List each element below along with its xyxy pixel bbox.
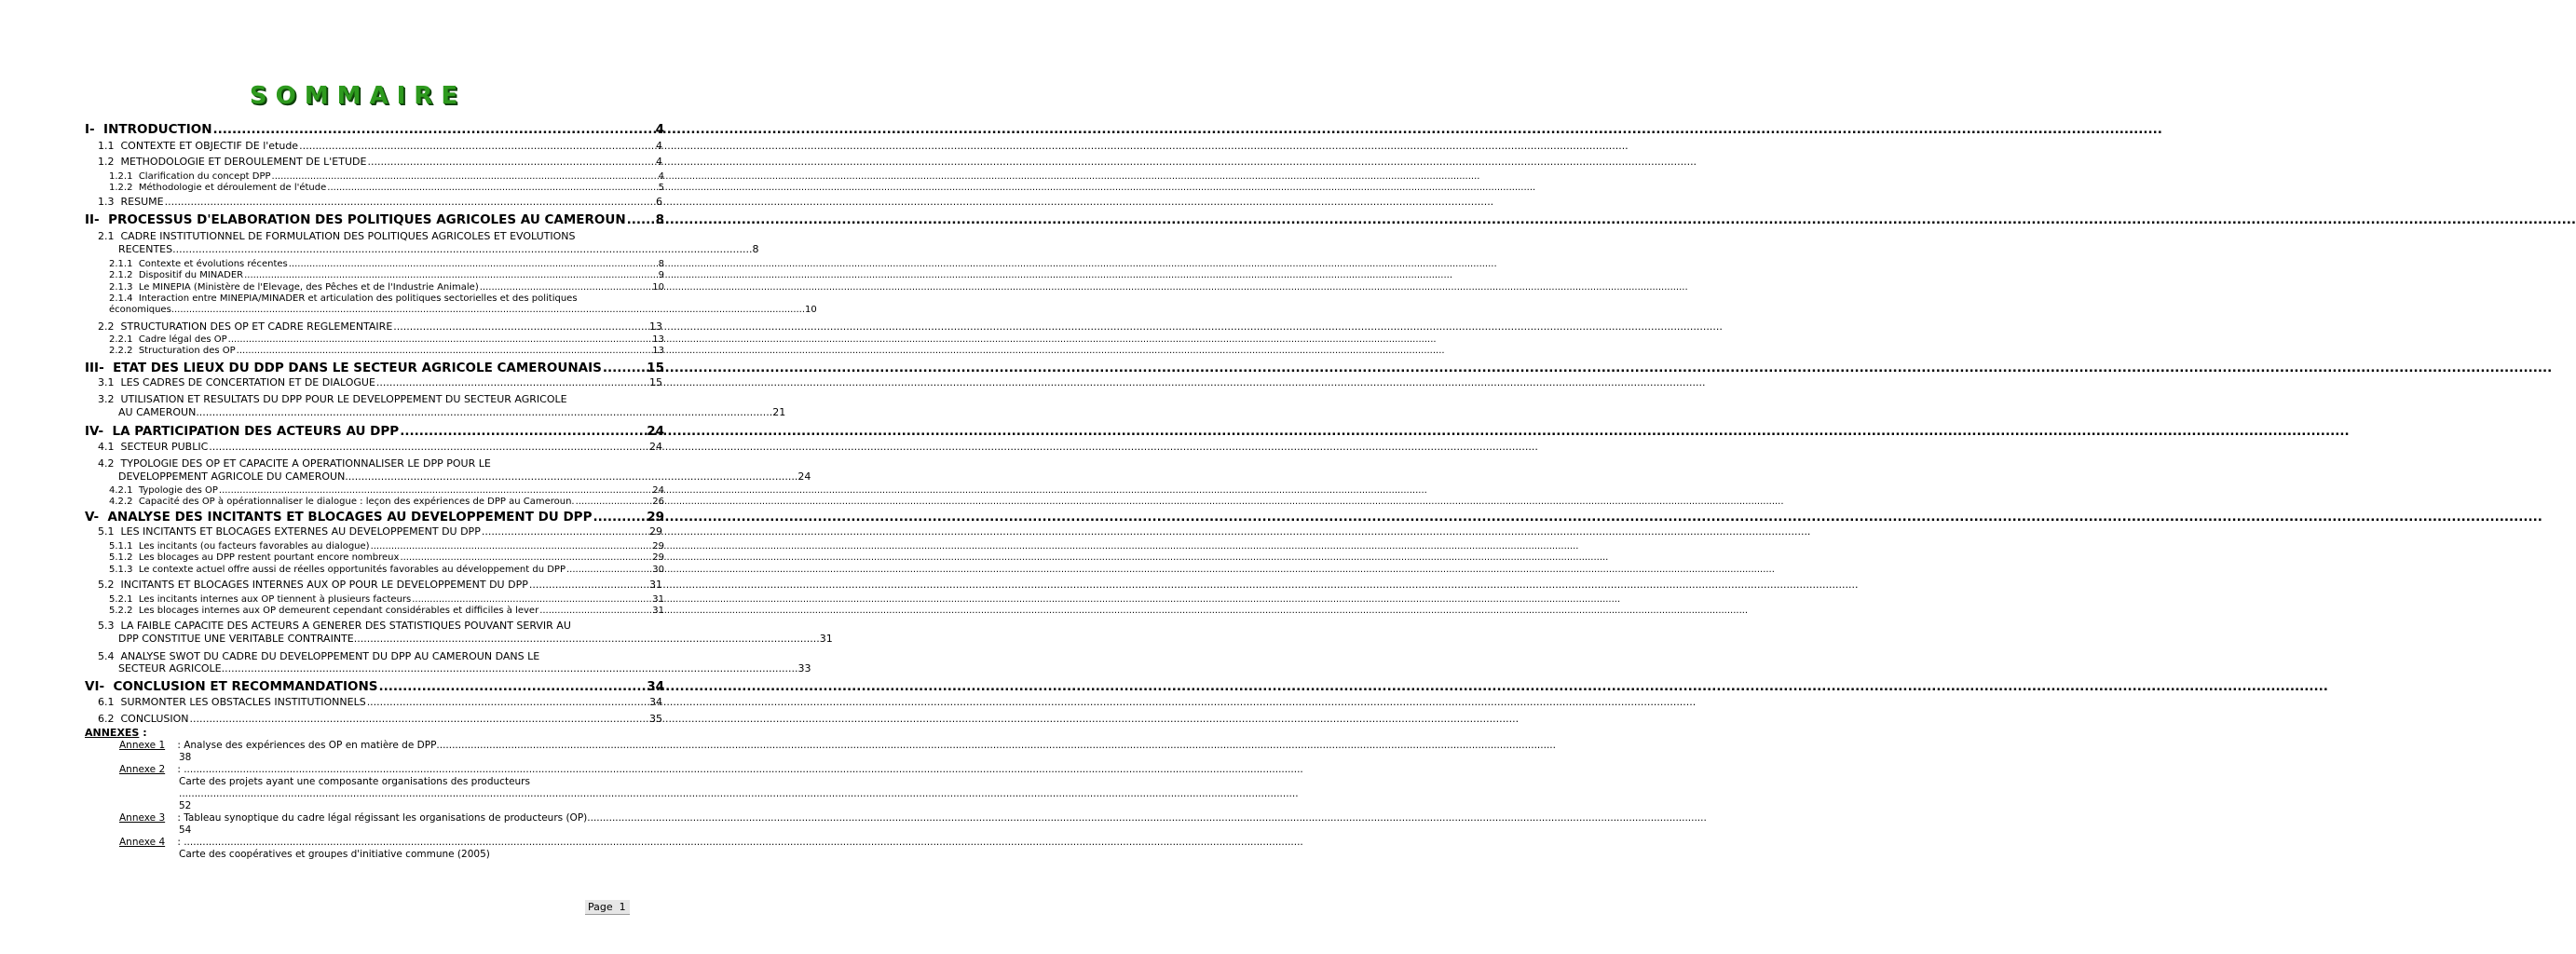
toc-leader: [219, 485, 651, 496]
toc-number: 5.1.1: [109, 541, 133, 552]
toc-page: 4: [655, 122, 664, 137]
toc-leader: [184, 837, 1303, 849]
toc-leader: [367, 156, 655, 168]
toc-text: CONCLUSION ET RECOMMANDATIONS: [113, 679, 378, 694]
annexe-2-label[interactable]: Annexe 2: [119, 764, 166, 775]
toc-page: 29: [652, 552, 664, 563]
toc-number: 1.2.2: [109, 183, 133, 193]
annexe-2-leader-row-2: [179, 788, 665, 800]
toc-number: 5.2: [98, 579, 115, 591]
toc-page: 15: [647, 361, 664, 375]
annexes-heading-colon: :: [139, 727, 147, 739]
toc-leader: ...........................................................................................................................................: [345, 470, 798, 483]
toc-page: 4: [658, 171, 664, 182]
toc-text: Méthodologie et déroulement de l'étude: [138, 183, 327, 193]
toc-text: Les blocages internes aux OP demeurent cependant considérables et difficiles à lever: [138, 606, 539, 616]
annexe-text: Tableau synoptique du cadre légal régissant les organisations de producteurs (OP): [184, 812, 588, 824]
toc-page: 30: [652, 565, 664, 575]
toc-entry-2-1-cont[interactable]: [118, 243, 759, 256]
annexe-1-page: 38: [179, 752, 192, 763]
toc-entry-1-2-1[interactable]: [109, 170, 664, 182]
toc-entry-etat-des-lieux[interactable]: [85, 360, 664, 375]
toc-leader: [587, 812, 1707, 825]
toc-entry-5-3[interactable]: [98, 619, 662, 632]
toc-number: II-: [85, 212, 100, 227]
toc-leader: [165, 196, 655, 208]
toc-leader: [627, 212, 655, 227]
annexe-4-label[interactable]: Annexe 4: [119, 837, 166, 848]
toc-entry-2-1[interactable]: [98, 229, 662, 242]
toc-text: Les incitants internes aux OP tiennent à plusieurs facteurs: [138, 594, 412, 605]
toc-entry-5-2-2[interactable]: [109, 605, 664, 616]
toc-number: 6.1: [98, 696, 115, 708]
toc-text: TYPOLOGIE DES OP ET CAPACITE A OPERATIONNALISER LE DPP POUR LE: [120, 457, 491, 470]
toc-text: SURMONTER LES OBSTACLES INSTITUTIONNELS: [120, 696, 366, 708]
toc-text: UTILISATION ET RESULTATS DU DPP POUR LE DEVELOPPEMENT DU SECTEUR AGRICOLE: [120, 393, 567, 405]
toc-leader: [412, 594, 651, 605]
toc-page: 10: [652, 282, 664, 293]
toc-text: RECENTES: [118, 243, 173, 255]
toc-text: Dispositif du MINADER: [138, 270, 244, 280]
page-label: Page: [588, 901, 613, 913]
toc-number: IV-: [85, 424, 104, 439]
toc-leader: [228, 334, 652, 345]
toc-leader: [393, 320, 648, 333]
toc-number: 5.1.3: [109, 565, 133, 575]
toc-entry-1-2-2[interactable]: [109, 182, 664, 193]
toc-entry-4-2-1[interactable]: [109, 484, 664, 496]
annexe-3-label[interactable]: Annexe 3: [119, 812, 166, 824]
toc-number: 1.2.1: [109, 171, 133, 182]
annexe-3-page: 54: [179, 825, 192, 836]
toc-entry-2-1-4-cont[interactable]: [109, 305, 817, 316]
toc-entry-5-4-cont[interactable]: [118, 662, 811, 675]
toc-page: 13: [652, 346, 664, 356]
toc-number: 2.1.4: [109, 293, 133, 304]
toc-page: 31: [819, 633, 833, 645]
toc-text: STRUCTURATION DES OP ET CADRE REGLEMENTAIRE: [120, 320, 393, 333]
toc-number: 5.2.1: [109, 594, 133, 605]
toc-page: 21: [772, 406, 786, 418]
toc-entry-2-1-2[interactable]: [109, 269, 664, 280]
toc-entry-3-1[interactable]: [98, 375, 662, 388]
toc-page: 24: [647, 424, 664, 439]
toc-entry-participation[interactable]: [85, 423, 664, 439]
toc-leader: [190, 713, 649, 725]
toc-text: CADRE INSTITUTIONNEL DE FORMULATION DES POLITIQUES AGRICOLES ET EVOLUTIONS: [120, 230, 576, 242]
toc-entry-5-1[interactable]: [98, 525, 662, 538]
toc-leader: [593, 510, 646, 525]
annexe-4-leader-row[interactable]: [174, 837, 665, 849]
annexes-heading: [85, 727, 147, 739]
toc-entry-3-2-cont[interactable]: [118, 406, 786, 419]
toc-entry-5-3-cont[interactable]: [118, 633, 833, 646]
toc-page: 24: [649, 441, 662, 453]
toc-entry-6-1[interactable]: [98, 695, 662, 708]
toc-entry-analyse-incitants[interactable]: [85, 509, 664, 525]
toc-text: AU CAMEROUN: [118, 406, 197, 418]
toc-number: 5.3: [98, 620, 115, 632]
toc-number: 2.1: [98, 230, 115, 242]
toc-text: Contexte et évolutions récentes: [138, 259, 288, 269]
toc-entry-1-2[interactable]: [98, 155, 662, 168]
page-number-footer: [585, 900, 630, 915]
toc-page: 29: [652, 541, 664, 552]
toc-text: DEVELOPPEMENT AGRICOLE DU CAMEROUN: [118, 470, 346, 483]
toc-page: 29: [649, 525, 662, 538]
toc-leader: [539, 606, 651, 616]
toc-leader: [378, 679, 646, 694]
toc-leader: [529, 579, 648, 591]
toc-text: CONTEXTE ET OBJECTIF DE l'etude: [120, 140, 299, 152]
toc-entry-processus[interactable]: [85, 211, 664, 227]
toc-text: SECTEUR AGRICOLE: [118, 662, 222, 675]
toc-leader: [367, 696, 648, 708]
toc-text: Le contexte actuel offre aussi de réelles opportunités favorables au développement du DPP: [138, 565, 566, 575]
toc-entry-3-2[interactable]: [98, 392, 662, 405]
toc-entry-5-2-1[interactable]: [109, 593, 664, 605]
toc-number: 5.1: [98, 525, 115, 538]
toc-page: 6: [656, 196, 662, 208]
toc-leader: [436, 740, 1556, 752]
toc-entry-2-1-1[interactable]: [109, 258, 664, 269]
toc-leader: [209, 441, 648, 453]
toc-text: LA FAIBLE CAPACITE DES ACTEURS A GENERER DES STATISTIQUES POUVANT SERVIR AU: [120, 620, 571, 632]
toc-text: LA PARTICIPATION DES ACTEURS AU DPP: [112, 424, 400, 439]
toc-page: 24: [652, 485, 664, 496]
annexe-2-text: Carte des projets ayant une composante organisations des producteurs: [179, 776, 530, 787]
toc-page: 8: [655, 212, 664, 227]
toc-text: INCITANTS ET BLOCAGES INTERNES AUX OP POUR LE DEVELOPPEMENT DU DPP: [120, 579, 528, 591]
toc-text: Structuration des OP: [138, 346, 236, 356]
toc-page: 10: [805, 305, 817, 315]
toc-number: 3.1: [98, 376, 115, 388]
toc-entry-5-2[interactable]: [98, 578, 662, 591]
annexe-3-entry[interactable]: [174, 812, 665, 825]
toc-leader: [400, 552, 651, 563]
toc-leader: [289, 259, 658, 269]
toc-text: CONCLUSION: [120, 713, 189, 725]
toc-text: Capacité des OP à opérationnaliser le dialogue : leçon des expériences de DPP au Cameroun.: [138, 497, 575, 507]
toc-entry-4-2-2[interactable]: [109, 496, 664, 507]
toc-number: 4.2.1: [109, 485, 133, 496]
toc-text: ETAT DES LIEUX DU DDP DANS LE SECTEUR AGRICOLE CAMEROUNAIS: [113, 361, 602, 375]
toc-leader: [400, 424, 646, 439]
toc-number: 6.2: [98, 713, 115, 725]
toc-page: 24: [797, 470, 811, 483]
toc-text: Le MINEPIA (Ministère de l'Elevage, des Pêches et de l'Industrie Animale): [138, 282, 479, 293]
annexe-2-page: 52: [179, 800, 192, 811]
toc-entry-4-2[interactable]: [98, 457, 662, 470]
toc-text: Interaction entre MINEPIA/MINADER et articulation des politiques sectorielles et des politiques: [138, 293, 578, 304]
toc-text: INTRODUCTION: [103, 122, 212, 137]
toc-page: 26: [652, 497, 664, 507]
annexe-4-text: Carte des coopératives et groupes d'initiative commune (2005): [179, 849, 490, 860]
toc-text: LES CADRES DE CONCERTATION ET DE DIALOGUE: [120, 376, 375, 388]
toc-text: RESUME: [120, 196, 164, 208]
toc-text: ANALYSE SWOT DU CADRE DU DEVELOPPEMENT DU DPP AU CAMEROUN DANS LE: [120, 650, 540, 662]
toc-leader: [482, 525, 648, 538]
toc-number: I-: [85, 122, 95, 137]
toc-leader: [371, 541, 652, 552]
toc-number: 4.2.2: [109, 497, 133, 507]
toc-page: 31: [649, 579, 662, 591]
toc-text: Les blocages au DPP restent pourtant encore nombreux: [138, 552, 400, 563]
toc-text: Typologie des OP: [138, 485, 218, 496]
toc-number: VI-: [85, 679, 105, 694]
toc-page: 31: [652, 606, 664, 616]
toc-text: Clarification du concept DPP: [138, 171, 271, 182]
toc-number: 2.2.2: [109, 346, 133, 356]
page-number: 1: [619, 901, 626, 913]
toc-page: 29: [647, 510, 664, 525]
toc-page: 8: [658, 259, 664, 269]
toc-number: III-: [85, 361, 104, 375]
toc-entry-conclusion[interactable]: [85, 678, 664, 694]
toc-entry-2-1-3[interactable]: [109, 281, 664, 293]
toc-number: 1.3: [98, 196, 115, 208]
toc-leader: [237, 346, 652, 356]
annexe-separator: :: [174, 740, 184, 751]
toc-number: 5.4: [98, 650, 115, 662]
toc-number: 3.2: [98, 393, 115, 405]
toc-leader: ...............................................................................................................................................: [353, 633, 820, 645]
toc-entry-2-2-2[interactable]: [109, 345, 664, 356]
toc-leader: .................................................................................................................................................................................: [221, 662, 798, 675]
toc-text: DPP CONSTITUE UNE VERITABLE CONTRAINTE: [118, 633, 354, 645]
toc-number: 4.1: [98, 441, 115, 453]
toc-entry-6-2[interactable]: [98, 712, 662, 725]
toc-entry-2-2[interactable]: [98, 320, 662, 333]
toc-leader: [566, 565, 651, 575]
toc-page: 35: [649, 713, 662, 725]
toc-entry-5-1-2[interactable]: [109, 552, 664, 563]
toc-leader: .................................................................................................................................................................................: [196, 406, 773, 418]
toc-leader: [244, 270, 658, 280]
toc-text: Cadre légal des OP: [138, 334, 227, 345]
toc-page: 34: [649, 696, 662, 708]
toc-page: 13: [652, 334, 664, 345]
toc-page: 4: [656, 140, 662, 152]
toc-text: Les incitants (ou facteurs favorables au dialogue): [138, 541, 370, 552]
toc-entry-5-1-3[interactable]: [109, 564, 664, 575]
toc-number: 2.1.2: [109, 270, 133, 280]
annexe-1-entry[interactable]: [174, 740, 665, 752]
annexe-separator: :: [174, 837, 184, 848]
annexe-text: Analyse des expériences des OP en matière de DPP: [184, 740, 437, 751]
toc-number: V-: [85, 510, 100, 525]
toc-number: 1.1: [98, 140, 115, 152]
toc-page: 15: [649, 376, 662, 388]
toc-leader: ..................................................................................................................................................................................: [172, 243, 753, 255]
toc-page: 13: [649, 320, 662, 333]
toc-leader: [184, 764, 1303, 776]
annexe-separator: :: [174, 764, 184, 775]
toc-leader: [376, 376, 648, 388]
toc-text: METHODOLOGIE ET DEROULEMENT DE L'ETUDE: [120, 156, 367, 168]
toc-entry-introduction[interactable]: [85, 121, 664, 137]
annexes-heading-text: ANNEXES: [85, 727, 140, 739]
toc-number: 5.1.2: [109, 552, 133, 563]
toc-leader: [179, 788, 1299, 800]
toc-text: SECTEUR PUBLIC: [120, 441, 209, 453]
toc-entry-1-3[interactable]: [98, 195, 662, 208]
toc-number: 2.2: [98, 320, 115, 333]
toc-entry-4-2-cont[interactable]: [118, 470, 811, 484]
toc-entry-5-4[interactable]: [98, 649, 662, 662]
toc-text: économiques: [109, 305, 171, 315]
toc-entry-2-2-1[interactable]: [109, 334, 664, 345]
toc-page: 9: [658, 270, 664, 280]
toc-leader: [299, 140, 655, 152]
toc-leader: [272, 171, 658, 182]
toc-entry-1-1[interactable]: [98, 139, 662, 152]
toc-text: PROCESSUS D'ELABORATION DES POLITIQUES AGRICOLES AU CAMEROUN: [108, 212, 626, 227]
toc-leader: [480, 282, 652, 293]
toc-entry-4-1[interactable]: [98, 440, 662, 453]
toc-number: 5.2.2: [109, 606, 133, 616]
toc-page: 33: [797, 662, 811, 675]
toc-leader: [576, 497, 652, 507]
toc-entry-2-1-4[interactable]: [109, 293, 664, 304]
toc-text: LES INCITANTS ET BLOCAGES EXTERNES AU DEVELOPPEMENT DU DPP: [120, 525, 481, 538]
toc-leader: ......................................................................................................................................................................................................................: [170, 305, 806, 315]
toc-page: 5: [658, 183, 664, 193]
annexe-2-leader-row[interactable]: [174, 764, 665, 776]
toc-text: ANALYSE DES INCITANTS ET BLOCAGES AU DEVELOPPEMENT DU DPP: [107, 510, 593, 525]
toc-number: 1.2: [98, 156, 115, 168]
toc-number: 2.1.1: [109, 259, 133, 269]
toc-leader: [327, 183, 657, 193]
toc-leader: [213, 122, 655, 137]
toc-number: 4.2: [98, 457, 115, 470]
toc-page: 31: [652, 594, 664, 605]
toc-page: 8: [752, 243, 759, 255]
toc-number: 2.2.1: [109, 334, 133, 345]
annexe-separator: :: [174, 812, 184, 824]
document-title: SOMMAIRE: [249, 82, 467, 110]
toc-page: 34: [647, 679, 664, 694]
annexe-1-label[interactable]: Annexe 1: [119, 740, 166, 751]
toc-number: 2.1.3: [109, 282, 133, 293]
toc-leader: [603, 361, 646, 375]
toc-entry-5-1-1[interactable]: [109, 540, 664, 552]
toc-page: 4: [656, 156, 662, 168]
